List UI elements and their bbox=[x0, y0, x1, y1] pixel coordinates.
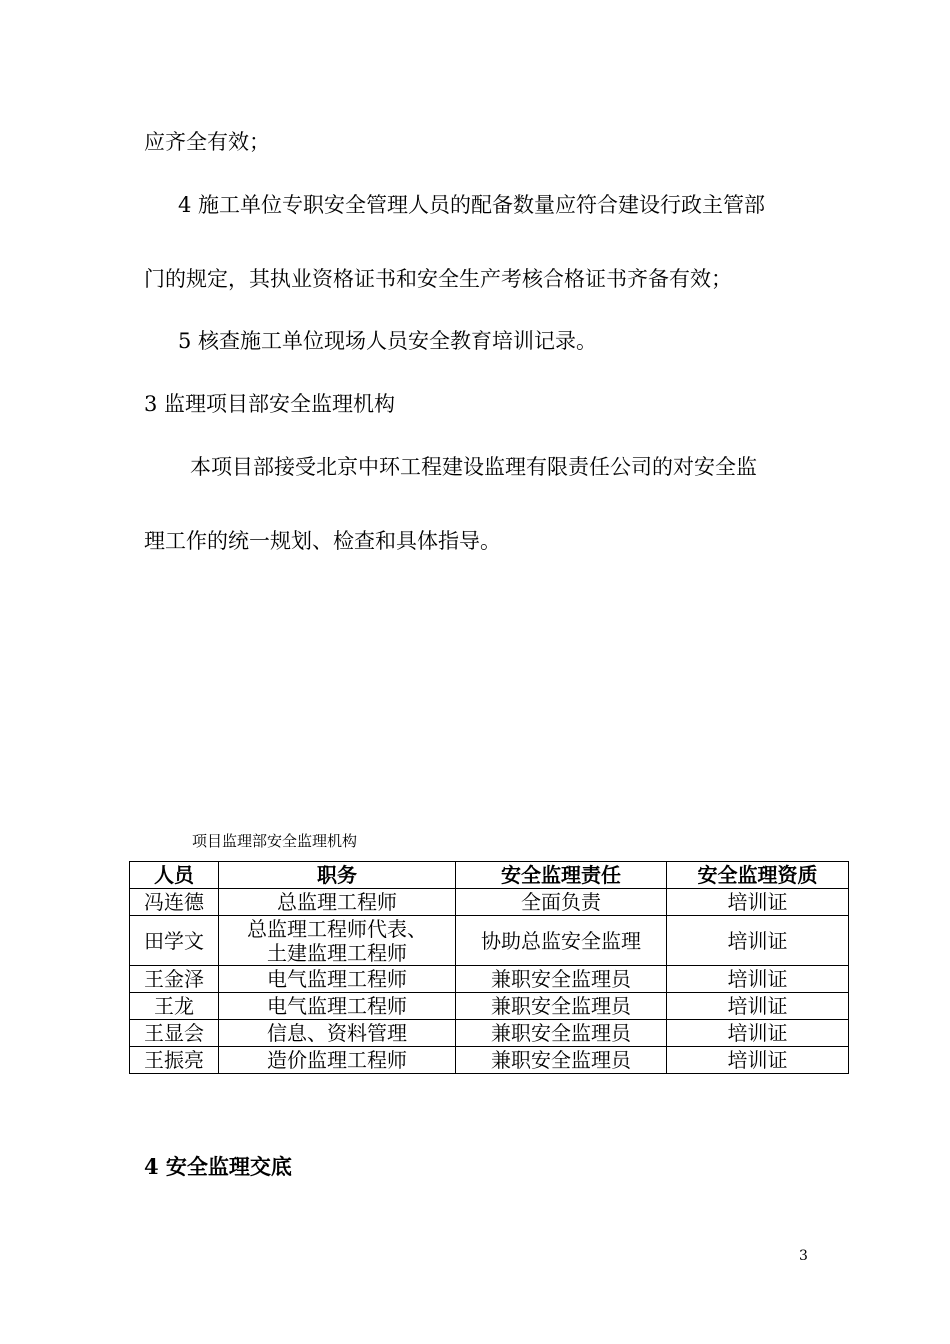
cell-role: 造价监理工程师 bbox=[219, 1047, 456, 1074]
table-caption: 项目监理部安全监理机构 bbox=[192, 832, 358, 850]
cell-role: 总监理工程师 bbox=[219, 889, 456, 916]
cell-name: 田学文 bbox=[130, 916, 219, 966]
supervision-org-table bbox=[129, 861, 849, 1074]
cell-duty: 兼职安全监理员 bbox=[456, 993, 667, 1020]
cell-role bbox=[219, 916, 456, 966]
cell-qual: 培训证 bbox=[667, 1020, 849, 1047]
header-position: 职务 bbox=[219, 862, 456, 889]
table-row bbox=[130, 1020, 849, 1047]
cell-qual: 培训证 bbox=[667, 1047, 849, 1074]
cell-role: 电气监理工程师 bbox=[219, 993, 456, 1020]
section-heading-4: 4 安全监理交底 bbox=[144, 1154, 292, 1179]
cell-duty: 兼职安全监理员 bbox=[456, 966, 667, 993]
cell-name: 王金泽 bbox=[130, 966, 219, 993]
cell-role-line1: 总监理工程师代表、 bbox=[247, 916, 427, 941]
paragraph-item-4-cont: 门的规定，其执业资格证书和安全生产考核合格证书齐备有效； bbox=[144, 267, 732, 291]
cell-duty: 协助总监安全监理 bbox=[456, 916, 667, 966]
table-row bbox=[130, 1047, 849, 1074]
table-header-row bbox=[130, 862, 849, 889]
cell-name: 王显会 bbox=[130, 1020, 219, 1047]
table-row bbox=[130, 916, 849, 966]
cell-qual: 培训证 bbox=[667, 966, 849, 993]
header-personnel: 人员 bbox=[130, 862, 219, 889]
cell-duty: 全面负责 bbox=[456, 889, 667, 916]
header-responsibility: 安全监理责任 bbox=[456, 862, 667, 889]
table-row bbox=[130, 889, 849, 916]
paragraph-item-4: 4 施工单位专职安全管理人员的配备数量应符合建设行政主管部 bbox=[178, 193, 766, 217]
cell-duty: 兼职安全监理员 bbox=[456, 1047, 667, 1074]
cell-qual: 培训证 bbox=[667, 916, 849, 966]
cell-duty: 兼职安全监理员 bbox=[456, 1020, 667, 1047]
cell-role: 信息、资料管理 bbox=[219, 1020, 456, 1047]
cell-name: 王龙 bbox=[130, 993, 219, 1020]
header-qualification: 安全监理资质 bbox=[667, 862, 849, 889]
page-number: 3 bbox=[799, 1248, 808, 1264]
cell-name: 冯连德 bbox=[130, 889, 219, 916]
paragraph-body: 本项目部接受北京中环工程建设监理有限责任公司的对安全监 bbox=[190, 455, 757, 479]
paragraph-continuation: 应齐全有效； bbox=[144, 130, 270, 154]
paragraph-item-5: 5 核查施工单位现场人员安全教育培训记录。 bbox=[178, 329, 598, 353]
cell-qual: 培训证 bbox=[667, 993, 849, 1020]
table-row bbox=[130, 993, 849, 1020]
cell-name: 王振亮 bbox=[130, 1047, 219, 1074]
table-row bbox=[130, 966, 849, 993]
section-heading-3: 3 监理项目部安全监理机构 bbox=[144, 392, 396, 416]
cell-qual: 培训证 bbox=[667, 889, 849, 916]
cell-role-line2: 土建监理工程师 bbox=[267, 940, 407, 965]
paragraph-body-cont: 理工作的统一规划、检查和具体指导。 bbox=[144, 529, 501, 553]
cell-role: 电气监理工程师 bbox=[219, 966, 456, 993]
